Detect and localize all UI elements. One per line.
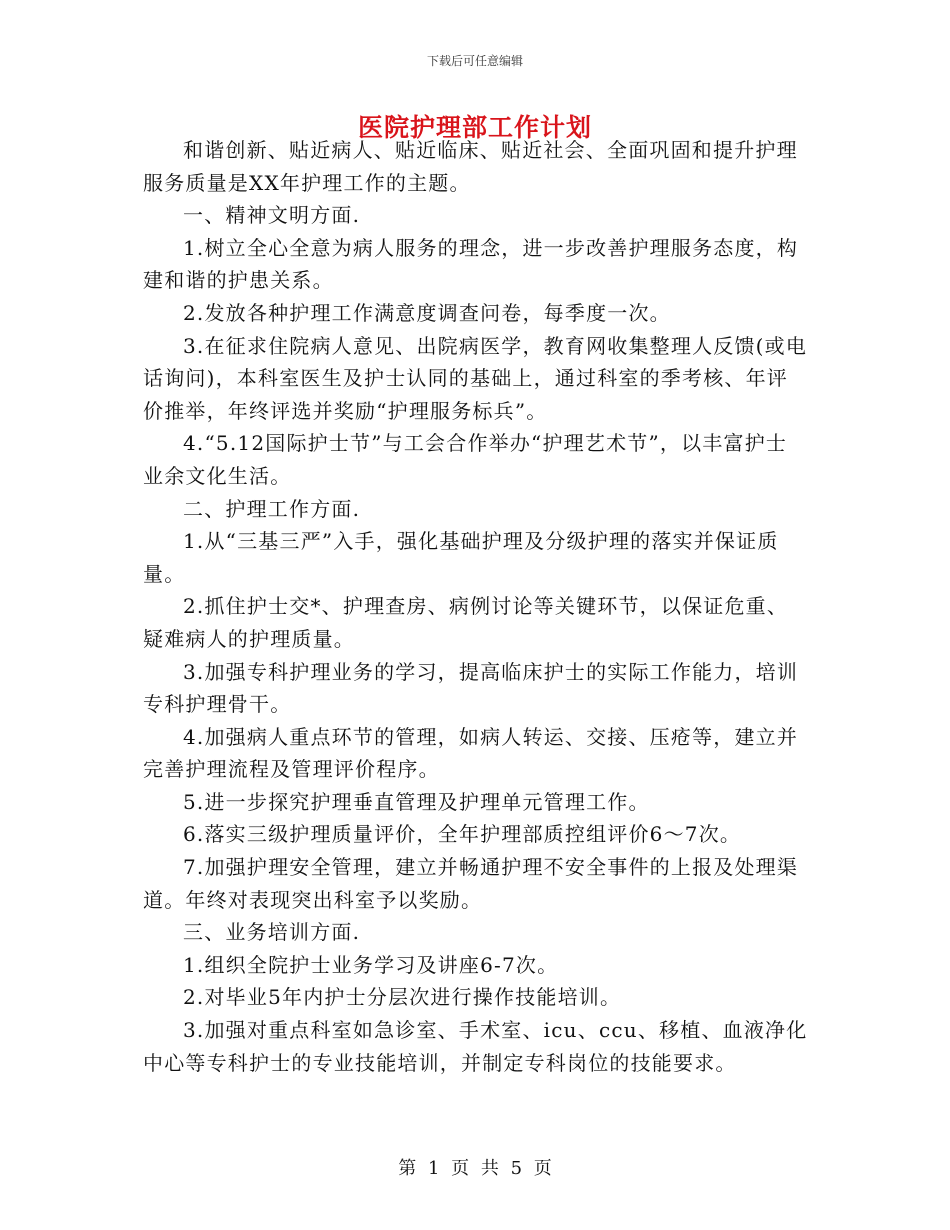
paragraph: 1.从“三基三严”入手，强化基础护理及分级护理的落实并保证质量。 — [143, 529, 779, 586]
paragraph: 2.对毕业5年内护士分层次进行操作技能培训。 — [183, 985, 622, 1010]
paragraph: 3.加强专科护理业务的学习，提高临床护士的实际工作能力，培训专科护理骨干。 — [143, 659, 799, 717]
paragraph: 5.进一步探究护理垂直管理及护理单元管理工作。 — [183, 789, 650, 814]
section-heading-1: 一、精神文明方面. — [183, 203, 361, 228]
paragraph: 6.落实三级护理质量评价，全年护理部质控组评价6～7次。 — [183, 822, 742, 847]
paragraph: 3.加强对重点科室如急诊室、手术室、icu、ccu、移植、血液净化中心等专科护士的专业技能培训，并制定专科岗位的技能要求。 — [143, 1018, 808, 1075]
paragraph: 2.抓住护士交*、护理查房、病例讨论等关键环节，以保证危重、疑难病人的护理质量。 — [143, 594, 789, 651]
paragraph: 3.在征求住院病人意见、出院病医学，教育网收集整理人反馈(或电话询问)，本科室医生及护士认同的基础上，通过科室的季考核、年评价推举，年终评选并奖励“护理服务标兵”。 — [143, 333, 808, 423]
paragraph: 4.加强病人重点环节的管理，如病人转运、交接、压疮等，建立并完善护理流程及管理评价程序。 — [143, 724, 799, 782]
header-note: 下载后可任意编辑 — [426, 54, 523, 68]
document-title: 医院护理部工作计划 — [357, 113, 592, 142]
document-body — [143, 134, 808, 1079]
paragraph: 1.组织全院护士业务学习及讲座6-7次。 — [183, 952, 559, 977]
paragraph: 1.树立全心全意为病人服务的理念，进一步改善护理服务态度，构建和谐的护患关系。 — [143, 235, 799, 293]
paragraph: 4.“5.12国际护士节”与工会合作举办“护理艺术节”，以丰富护士业余文化生活。 — [143, 431, 788, 488]
page-footer: 第 1 页 共 5 页 — [398, 1158, 552, 1179]
paragraph-intro: 和谐创新、贴近病人、贴近临床、贴近社会、全面巩固和提升护理服务质量是XX年护理工作的主题。 — [143, 138, 798, 195]
paragraph: 2.发放各种护理工作满意度调查问卷，每季度一次。 — [183, 300, 671, 325]
paragraph: 7.加强护理安全管理，建立并畅通护理不安全事件的上报及处理渠道。年终对表现突出科室予以奖励。 — [143, 855, 799, 912]
section-heading-3: 三、业务培训方面. — [183, 920, 361, 945]
section-heading-2: 二、护理工作方面. — [183, 496, 361, 521]
